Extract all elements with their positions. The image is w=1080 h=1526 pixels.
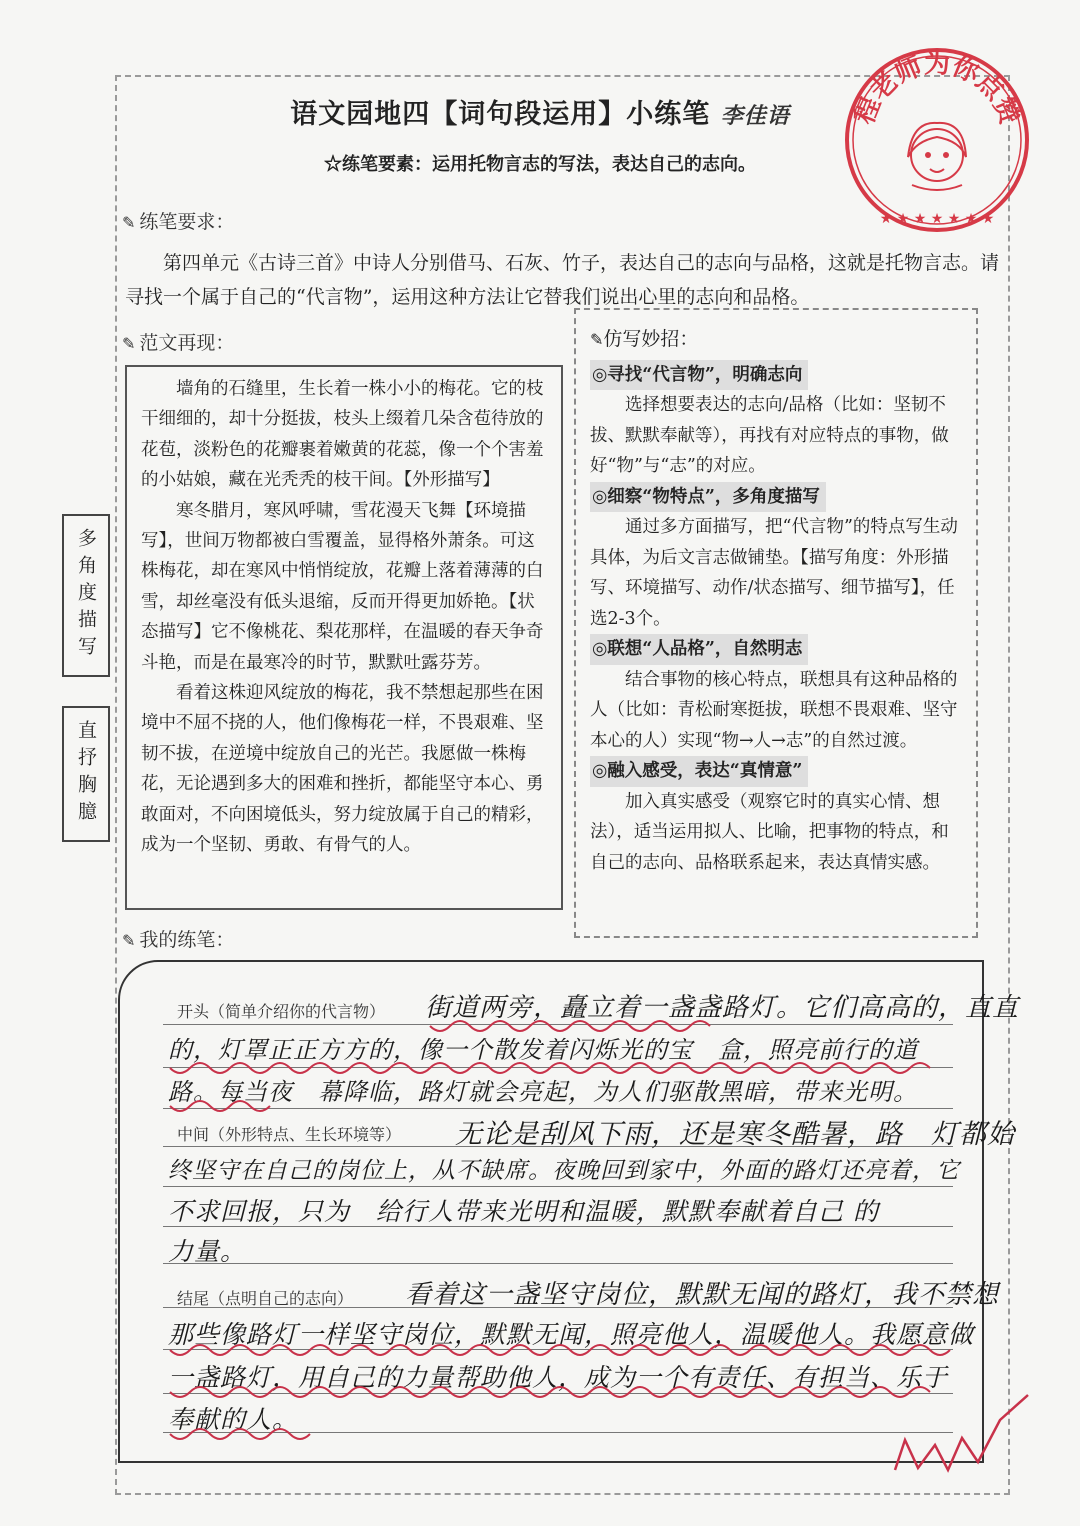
tip-heading: ◎寻找“代言物”，明确志向 xyxy=(590,360,808,391)
handwriting-line-5: 终坚守在自己的岗位上，从不缺席。夜晚回到家中，外面的路灯还亮着，它 xyxy=(168,1158,960,1184)
tip-body: 加入真实感受（观察它时的真实心情、想法），适当运用拟人、比喻，把事物的特点，和自己的志向、品格联系起来，表达真情实感。 xyxy=(590,791,949,873)
wavy-underline xyxy=(170,1063,930,1073)
wavy-underline xyxy=(430,1021,710,1031)
requirement-prefix: ☆练笔要素： xyxy=(324,154,432,175)
wavy-underline xyxy=(170,1429,310,1439)
req-paragraph: 第四单元《古诗三首》中诗人分别借马、石灰、竹子，表达自己的志向与品格，这就是托物言志。请寻找一个属于自己的“代言物”，运用这种方法让它替我们说出心里的志向和品格。 xyxy=(125,252,1000,308)
handwriting-line-10: 一盏路灯，用自己的力量帮助他人，成为一个有责任、有担当、乐于 xyxy=(168,1363,949,1392)
pencil-icon: ✎ xyxy=(590,330,604,349)
requirement-text: 运用托物言志的写法，表达自己的志向。 xyxy=(432,154,756,175)
handwriting-line-4: 无论是刮风下雨，还是寒冬酷暑，路 灯都始 xyxy=(455,1119,1015,1150)
handwriting-line-8: 看着这一盏坚守岗位，默默无闻的路灯，我不禁想 xyxy=(405,1280,1000,1310)
wavy-underline xyxy=(170,1101,270,1111)
title-text: 语文园地四【词句段运用】小练笔 xyxy=(290,99,711,130)
tip-body: 选择想要表达的志向/品格（比如：坚韧不拔、默默奉献等），再找有对应特点的事物，做好“物”与“志”的对应。 xyxy=(590,395,949,476)
handwriting-line-1: 街道两旁，矗立着一盏盏路灯。它们高高的，直直 xyxy=(425,993,1020,1023)
wavy-underline xyxy=(170,1345,950,1355)
handwriting-line-11: 奉献的人。 xyxy=(168,1405,299,1434)
tip-body: 结合事物的核心特点，联想具有这种品格的人（比如：青松耐寒挺拔，联想不畏艰难、坚守本心的人）实现“物→人→志”的自然过渡。 xyxy=(590,669,958,751)
prompt-middle: 中间（外形特点、生长环境等） xyxy=(177,1125,402,1144)
side-label-multi-angle: 多角度描写 xyxy=(62,514,110,677)
handwriting-line-3: 路。每当夜 幕降临，路灯就会亮起，为人们驱散黑暗，带来光明。 xyxy=(168,1078,918,1106)
tip-body: 通过多方面描写，把“代言物”的特点写生动具体，为后文言志做铺垫。【描写角度：外形描写、环境描写、动作/状态描写、细节描写】，任选2-3个。 xyxy=(590,517,958,629)
handwriting-line-7: 力量。 xyxy=(168,1237,247,1266)
fan-heading-label: 范文再现： xyxy=(139,332,235,354)
tips-heading-label: 仿写妙招： xyxy=(603,328,699,350)
essay-paragraph-2: 寒冬腊月，寒风呼啸，雪花漫天飞舞【环境描写】，世间万物都被白雪覆盖，显得格外萧条。可这株梅花，却在寒风中悄悄绽放，花瓣上落着薄薄的白雪，却丝毫没有低头退缩，反而开得更加娇艳。【状态描写】它不像桃花、梨花那样，在温暖的春天争奇斗艳，而是在最寒冷的时节，默默吐露芬芳。 xyxy=(141,500,544,673)
handwriting-line-9: 那些像路灯一样坚守岗位，默默无闻，照亮他人，温暖他人。我愿意做 xyxy=(168,1320,975,1349)
essay-paragraph-1: 墙角的石缝里，生长着一株小小的梅花。它的枝干细细的，却十分挺拔，枝头上缀着几朵含苞待放的花苞，淡粉色的花瓣裹着嫩黄的花蕊，像一个个害羞的小姑娘，藏在光秃秃的枝干间。【外形描写】 xyxy=(141,379,544,491)
essay-paragraph-3: 看着这株迎风绽放的梅花，我不禁想起那些在困境中不屈不挠的人，他们像梅花一样，不畏艰难、坚韧不拔，在逆境中绽放自己的光芒。我愿做一株梅花，无论遇到多大的困难和挫折，都能坚守本心、勇敢面对，不向困境低头，努力绽放属于自己的精彩，成为一个坚韧、勇敢、有骨气的人。 xyxy=(141,683,544,856)
prompt-start: 开头（简单介绍你的代言物） xyxy=(177,1002,386,1021)
tip-heading: ◎细察“物特点”，多角度描写 xyxy=(590,482,826,513)
side-label-direct: 直抒胸臆 xyxy=(62,706,110,842)
wavy-underline xyxy=(170,1387,930,1397)
teacher-scribble xyxy=(895,1395,1028,1470)
student-name: 李佳语 xyxy=(720,103,790,129)
prompt-end: 结尾（点明自己的志向） xyxy=(177,1289,354,1308)
pencil-icon: ✎ xyxy=(122,334,136,353)
my-heading-label: 我的练笔： xyxy=(139,929,235,951)
pencil-icon: ✎ xyxy=(122,931,136,950)
handwriting-line-6: 不求回报，只为 给行人带来光明和温暖，默默奉献着自己 的 xyxy=(168,1197,879,1226)
handwriting-line-2: 的，灯罩正正方方的，像一个散发着闪烁光的宝 盒，照亮前行的道 xyxy=(168,1036,918,1064)
pencil-icon: ✎ xyxy=(122,213,136,232)
stamp-text: 程老师为你点赞 xyxy=(849,49,1025,129)
req-heading-label: 练笔要求： xyxy=(139,211,235,233)
tip-heading: ◎联想“人品格”，自然明志 xyxy=(590,634,808,665)
svg-text:★ ★ ★ ★ ★ ★ ★: ★ ★ ★ ★ ★ ★ ★ xyxy=(879,211,995,227)
tip-heading: ◎融入感受，表达“真情意” xyxy=(590,756,808,787)
